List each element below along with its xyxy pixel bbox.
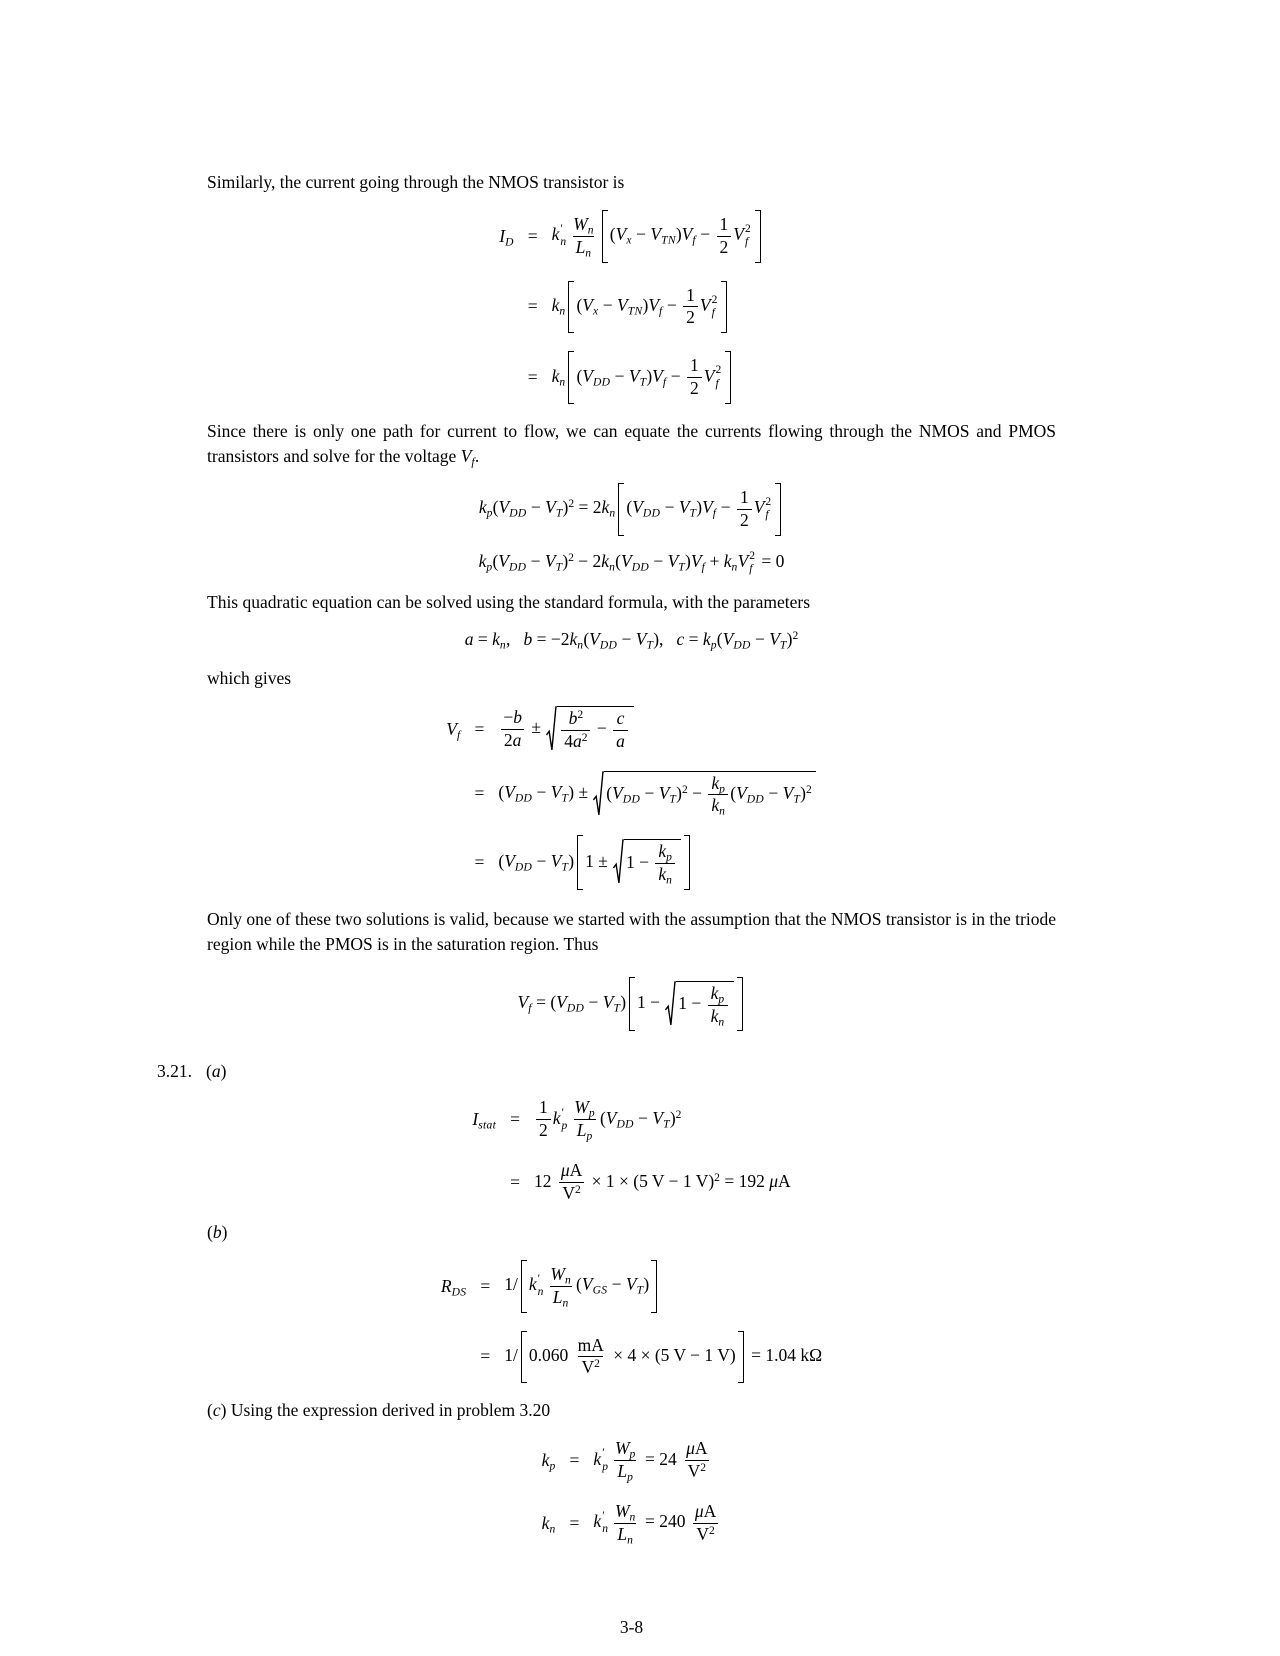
paragraph-one-path: Since there is only one path for current to flow, we can equate the currents flowing through the NMOS and PMOS transistors and solve for the voltage $V_f$. <box>207 421 1056 469</box>
equation-quadratic: $k_p(V_{DD} - V_T)^2 - 2k_n(V_{DD} - V_T)V_f + k_nV$ 2 f = 0 <box>478 549 785 575</box>
equation-drain-current: $I_D$ = k ′ n $\frac{W_n}{L_n}$ $(V_x - V_{TN})V_f$ − $\frac{1}{2}$ V 2 f = $k_n$ $(V_x - V_{TN})V_f$ − $\frac{1}{2}$ V 2 f = $k_n$ $(V_{DD} - V_T)V_f$ − $\frac{1}{2}$ V 2 f <box>207 201 1056 413</box>
section-label-321 <box>157 1061 1056 1082</box>
part-label-b: (b) <box>207 1221 228 1242</box>
equation-kp-kn: $k_p$ = k ′ p $\frac{W_p}{L_p}$ = 24 $\frac{\mu A}{V^2}$ $k_n$ = k ′ n $\frac{W_n}{L_n}$ = 240 $\frac{\mu A}{V^2}$ <box>541 1438 717 1547</box>
part-label-a: (a) <box>206 1061 227 1082</box>
part-label-c: (c) Using the expression derived in problem 3.20 <box>207 1400 551 1421</box>
equation-equate-currents: $k_p(V_{DD} - V_T)^2 = 2k_n$ $(V_{DD} - V_T)V_f$ − $\frac{1}{2}$ V 2 f <box>207 483 1056 536</box>
paragraph-which-gives: which gives <box>207 667 292 688</box>
page-content <box>157 170 1056 1638</box>
equation-rds: $R_{DS}$ = 1/ k ′ n $\frac{W_n}{L_n}$ $(V_{GS} - V_T)$ = 1/ 0.060 $\frac{mA}{V^2}$ × 4 × (5 V − 1 V) = 1.04 kΩ <box>207 1251 1056 1393</box>
equation-parameters: $a = k_n$, $b = -2k_n(V_{DD} - V_T)$, $c = k_p(V_{DD} - V_T)^2$ <box>464 628 799 652</box>
page-number: 3-8 <box>619 1616 644 1637</box>
section-number: 3.21. <box>157 1061 192 1082</box>
equation-istat: $I_{stat}$ = $\frac{1}{2}$ k ′ p $\frac{W_p}{L_p}$ $(V_{DD} - V_T)^2$ = 12 $\frac{\mu A}{V^2}$ × 1 × (5 V − 1 V)$^2$ = 192 μA <box>472 1097 791 1204</box>
equation-vf-final: $V_f = (V_{DD} - V_T)$ 1 − 1 − $\frac{k_p}{k_n}$ <box>207 977 1056 1032</box>
paragraph-nmos-current: Similarly, the current going through the NMOS transistor is <box>207 172 625 192</box>
paragraph-valid-solution: Only one of these two solutions is valid, because we started with the assumption that the NMOS transistor is in the triode region while the PMOS is in the saturation region. Thus <box>207 909 1056 954</box>
paragraph-quadratic-formula: This quadratic equation can be solved using the standard formula, with the parameters <box>207 592 811 613</box>
equation-vf-solutions: $V_f$ = $\frac{-b}{2a}$ ± $\frac{b^2}{4a^2}$ − $\frac{c}{a}$ = $(V_{DD} - V_T)$ ± $(V_{DD} - V_T)^2$ − $\frac{k_p}{k_n}$ $(V_{DD} - V_T)^2$ = $(V_{DD} - V_T)$ 1 ± 1 − $\frac{k_p}{k_n}$ <box>207 697 1056 899</box>
